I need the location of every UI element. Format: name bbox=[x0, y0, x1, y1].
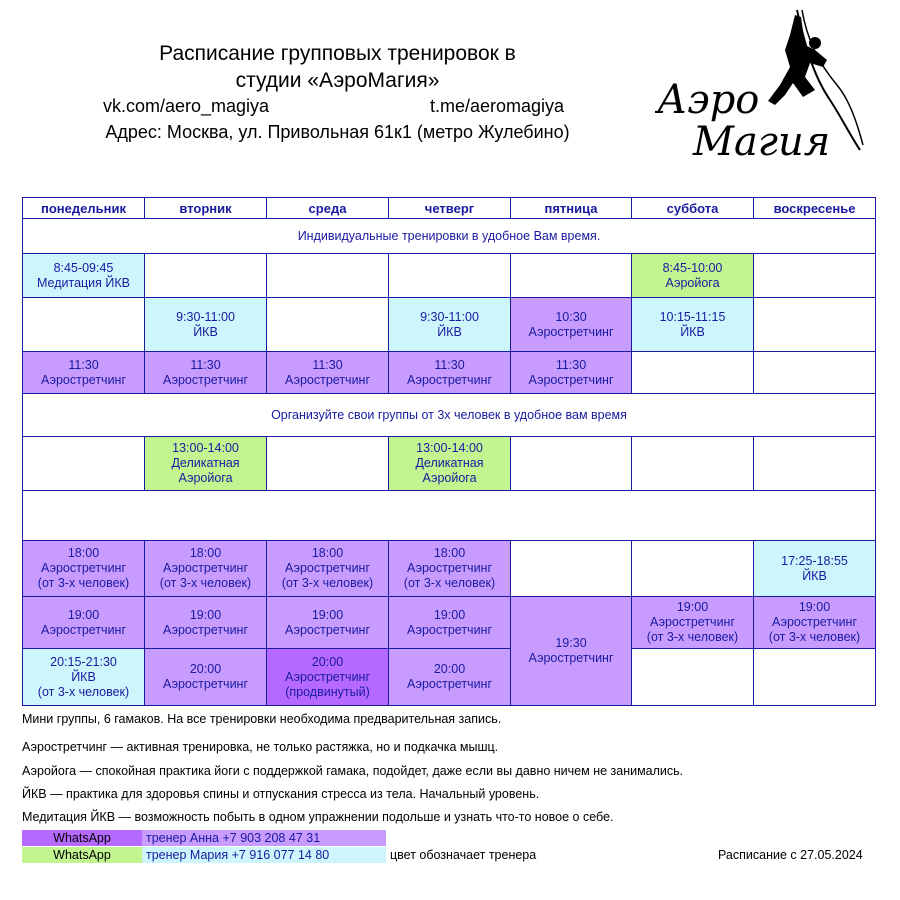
day-header: среда bbox=[267, 198, 389, 219]
schedule-cell bbox=[267, 541, 389, 597]
address: Адрес: Москва, ул. Привольная 61к1 (метро Жулебино) bbox=[105, 122, 570, 142]
schedule-date: Расписание с 27.05.2024 bbox=[718, 848, 863, 862]
session-time: 11:30 bbox=[555, 357, 587, 372]
session-time: 13:00-14:00 bbox=[416, 441, 483, 455]
banner-row bbox=[23, 219, 876, 254]
empty-cell bbox=[267, 254, 389, 298]
schedule-cell bbox=[145, 352, 267, 394]
schedule-table bbox=[22, 197, 876, 706]
session-extra: (от 3-х человек) bbox=[37, 576, 130, 590]
session-time: 10:30 bbox=[555, 309, 587, 324]
session-name: Аэростретчинг bbox=[528, 372, 614, 387]
session-time: 19:30 bbox=[555, 636, 587, 650]
schedule-cell bbox=[389, 437, 511, 491]
note-mini-groups: Мини группы, 6 гамаков. На все тренировки необходима предварительная запись. bbox=[22, 712, 502, 726]
logo-text-magia: Магия bbox=[693, 119, 831, 165]
banner-row bbox=[23, 394, 876, 437]
session-time: 9:30-11:00 bbox=[176, 309, 235, 324]
session-time: 11:30 bbox=[68, 357, 99, 372]
session-time: 19:00 bbox=[433, 607, 466, 622]
empty-cell bbox=[511, 437, 632, 491]
schedule-cell bbox=[145, 541, 267, 597]
session-name: Аэростретчинг bbox=[284, 372, 371, 387]
logo-text-aero: Аэро bbox=[657, 77, 760, 123]
session-name: Аэройога bbox=[665, 275, 720, 290]
day-header: воскресенье bbox=[754, 198, 876, 219]
session-name: Аэростретчинг bbox=[162, 561, 249, 575]
note-ykv: ЙКВ — практика для здоровья спины и отпускания стресса из тела. Начальный уровень. bbox=[22, 787, 540, 801]
session-extra: Аэройога bbox=[178, 471, 233, 485]
session-name: Аэростретчинг bbox=[406, 677, 493, 691]
session-extra: (от 3-х человек) bbox=[37, 684, 130, 699]
schedule-cell bbox=[511, 352, 632, 394]
empty-cell bbox=[754, 649, 876, 706]
trainer-anna-phone[interactable]: тренер Анна +7 903 208 47 31 bbox=[142, 830, 386, 846]
empty-cell bbox=[632, 352, 754, 394]
session-name: ЙКВ bbox=[71, 669, 96, 684]
page-title-line-1: Расписание групповых тренировок в bbox=[159, 42, 516, 65]
empty-cell bbox=[632, 437, 754, 491]
table-row bbox=[23, 352, 876, 394]
session-name: Аэростретчинг bbox=[771, 615, 858, 629]
session-time: 11:30 bbox=[312, 357, 343, 372]
session-time: 19:00 bbox=[798, 600, 831, 614]
session-extra: (от 3-х человек) bbox=[768, 630, 861, 644]
empty-cell bbox=[754, 254, 876, 298]
table-row bbox=[23, 298, 876, 352]
schedule-cell bbox=[145, 437, 267, 491]
schedule-cell bbox=[23, 541, 145, 597]
session-time: 18:00 bbox=[311, 546, 344, 560]
table-row bbox=[23, 437, 876, 491]
vk-link[interactable]: vk.com/aero_magiya bbox=[103, 96, 270, 116]
session-extra: (от 3-х человек) bbox=[403, 576, 496, 590]
schedule-cell bbox=[632, 597, 754, 649]
session-name: Аэростретчинг bbox=[406, 372, 493, 387]
aeromagia-logo bbox=[655, 5, 870, 165]
session-time: 20:00 bbox=[433, 662, 466, 676]
session-time: 20:15-21:30 bbox=[50, 654, 117, 669]
schedule-cell bbox=[754, 597, 876, 649]
empty-cell bbox=[389, 254, 511, 298]
table-row bbox=[23, 254, 876, 298]
schedule-cell bbox=[23, 649, 145, 706]
session-time: 9:30-11:00 bbox=[420, 309, 479, 324]
note-meditation: Медитация ЙКВ — возможность побыть в одном упражнении подольше и узнать что-то новое о себе. bbox=[22, 810, 614, 824]
session-time: 19:00 bbox=[189, 607, 222, 622]
session-name: Аэростретчинг bbox=[40, 622, 127, 637]
schedule-cell bbox=[632, 254, 754, 298]
schedule-cell bbox=[23, 254, 145, 298]
schedule-cell bbox=[267, 352, 389, 394]
session-name: Деликатная bbox=[415, 456, 484, 470]
session-time: 17:25-18:55 bbox=[781, 553, 848, 568]
social-links bbox=[0, 96, 675, 120]
session-name: Аэростретчинг bbox=[406, 561, 493, 575]
schedule-cell bbox=[511, 298, 632, 352]
schedule-cell bbox=[145, 649, 267, 706]
session-time: 8:45-09:45 bbox=[53, 260, 114, 275]
session-name: Аэростретчинг bbox=[284, 622, 371, 637]
session-name: Аэростретчинг bbox=[528, 651, 614, 665]
page-title-line-2: студии «АэроМагия» bbox=[235, 69, 440, 92]
schedule-cell bbox=[389, 541, 511, 597]
session-name: Аэростретчинг bbox=[162, 372, 249, 387]
page-header bbox=[0, 40, 675, 144]
session-name: Аэростретчинг bbox=[649, 615, 736, 629]
session-name: Аэростретчинг bbox=[284, 669, 371, 684]
session-name: Аэростретчинг bbox=[284, 561, 371, 575]
session-extra: (продвинутый) bbox=[285, 684, 370, 699]
empty-cell bbox=[754, 298, 876, 352]
session-name: Аэростретчинг bbox=[162, 622, 249, 637]
session-extra: Аэройога bbox=[422, 471, 477, 485]
session-name: Аэростретчинг bbox=[40, 372, 127, 387]
table-row bbox=[23, 597, 876, 649]
schedule-cell bbox=[389, 649, 511, 706]
whatsapp-maria-label[interactable]: WhatsApp bbox=[22, 847, 142, 863]
session-name: Аэростретчинг bbox=[528, 324, 614, 339]
empty-cell bbox=[632, 541, 754, 597]
session-time: 8:45-10:00 bbox=[662, 260, 723, 275]
day-header: вторник bbox=[145, 198, 267, 219]
empty-cell bbox=[754, 352, 876, 394]
session-time: 11:30 bbox=[190, 357, 221, 372]
schedule-cell bbox=[754, 541, 876, 597]
session-time: 19:00 bbox=[67, 607, 100, 622]
schedule-cell bbox=[267, 649, 389, 706]
banner-individual: Индивидуальные тренировки в удобное Вам время. bbox=[23, 219, 876, 254]
spacer-row bbox=[23, 491, 876, 541]
session-time: 18:00 bbox=[433, 546, 466, 560]
note-aeroyoga: Аэройога — спокойная практика йоги с поддержкой гамака, подойдет, даже если вы давно ничем не занимались. bbox=[22, 764, 684, 778]
empty-cell bbox=[754, 437, 876, 491]
schedule-cell bbox=[389, 298, 511, 352]
empty-cell bbox=[23, 437, 145, 491]
empty-cell bbox=[145, 254, 267, 298]
session-time: 10:15-11:15 bbox=[659, 309, 726, 324]
session-extra: (от 3-х человек) bbox=[281, 576, 374, 590]
session-time: 19:00 bbox=[311, 607, 344, 622]
session-name: Аэростретчинг bbox=[162, 677, 249, 691]
day-header-row bbox=[23, 198, 876, 219]
table-row bbox=[23, 649, 876, 706]
note-aerostretching: Аэростретчинг — активная тренировка, не только растяжка, но и подкачка мышц. bbox=[22, 740, 499, 754]
session-name: ЙКВ bbox=[193, 324, 218, 339]
session-time: 11:30 bbox=[434, 357, 465, 372]
session-time: 20:00 bbox=[189, 662, 222, 676]
schedule-cell bbox=[145, 597, 267, 649]
session-name: Деликатная bbox=[171, 456, 240, 470]
empty-cell bbox=[267, 298, 389, 352]
session-name: Медитация ЙКВ bbox=[36, 275, 131, 290]
session-time: 18:00 bbox=[189, 546, 222, 560]
day-header: пятница bbox=[511, 198, 632, 219]
session-extra: (от 3-х человек) bbox=[159, 576, 252, 590]
empty-cell bbox=[267, 437, 389, 491]
day-header: четверг bbox=[389, 198, 511, 219]
schedule-cell bbox=[23, 352, 145, 394]
trainer-maria-phone[interactable]: тренер Мария +7 916 077 14 80 bbox=[142, 847, 386, 863]
telegram-link[interactable]: t.me/aeromagiya bbox=[430, 96, 565, 116]
session-name: Аэростретчинг bbox=[406, 622, 493, 637]
schedule-cell bbox=[145, 298, 267, 352]
session-time: 13:00-14:00 bbox=[172, 441, 239, 455]
empty-cell bbox=[23, 298, 145, 352]
color-legend: цвет обозначает тренера bbox=[390, 848, 537, 862]
schedule-cell bbox=[632, 298, 754, 352]
empty-cell bbox=[511, 541, 632, 597]
session-name: Аэростретчинг bbox=[40, 561, 127, 575]
session-extra: (от 3-х человек) bbox=[646, 630, 739, 644]
banner-groups: Организуйте свои группы от 3х человек в удобное вам время bbox=[23, 394, 876, 437]
session-name: ЙКВ bbox=[680, 324, 705, 339]
schedule-cell bbox=[389, 352, 511, 394]
day-header: понедельник bbox=[23, 198, 145, 219]
session-name: ЙКВ bbox=[437, 324, 462, 339]
session-name: ЙКВ bbox=[802, 568, 827, 583]
schedule-cell bbox=[267, 597, 389, 649]
schedule-cell bbox=[23, 597, 145, 649]
day-header: суббота bbox=[632, 198, 754, 219]
empty-cell bbox=[632, 649, 754, 706]
table-row bbox=[23, 541, 876, 597]
schedule-cell bbox=[511, 597, 632, 706]
schedule-cell bbox=[389, 597, 511, 649]
empty-cell bbox=[511, 254, 632, 298]
whatsapp-anna-label[interactable]: WhatsApp bbox=[22, 830, 142, 846]
empty-cell bbox=[23, 491, 876, 541]
session-time: 20:00 bbox=[311, 654, 344, 669]
session-time: 19:00 bbox=[676, 600, 709, 614]
session-time: 18:00 bbox=[67, 546, 100, 560]
